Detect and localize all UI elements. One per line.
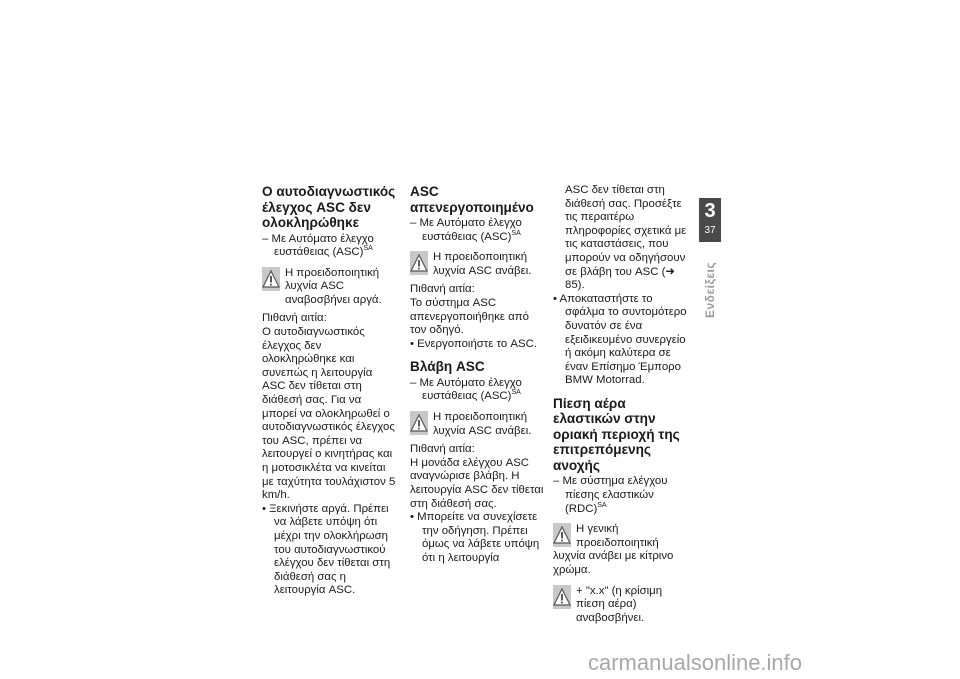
warning-block: [553, 585, 689, 626]
equipment-note: – Με Αυτόματο έλεγχο ευστάθειας (ASC)$^{SA}$: [410, 217, 522, 243]
page-number: 37: [704, 225, 716, 236]
cause-text: Η μονάδα ελέγχου ASC αναγνώρισε βλάβη. Η λειτουργία ASC δεν τίθεται στη διάθεσή σας.: [410, 456, 544, 510]
warning-triangle-icon: [410, 411, 428, 435]
warning-block: [410, 251, 546, 278]
action-bullet: • Ξεκινήστε αργά. Πρέπει να λάβετε υπόψη ότι μέχρι την ολοκλήρωση του αυτοδιαγνωστικού ελέγχου δεν τίθεται στη διάθεσή σας η λειτουργία ASC.: [262, 502, 391, 597]
warning-text: Η γενική προειδοποιητική λυχνία ανάβει με κίτρινο χρώμα.: [553, 523, 674, 576]
continued-text: ASC δεν τίθεται στη διάθεσή σας. Προσέξτε τις περαιτέρω πληροφορίες σχετικά με τις καταστάσεις, που μπορούν να οδηγήσουν σε βλάβη του ASC (➜ 85).: [565, 184, 687, 292]
warning-block: [262, 267, 398, 308]
warning-triangle-icon: [553, 523, 571, 547]
action-bullet: • Ενεργοποιήστε το ASC.: [410, 337, 537, 350]
equipment-note: – Με Αυτόματο έλεγχο ευστάθειας (ASC)$^{SA}$: [262, 232, 374, 259]
warning-block: [410, 411, 546, 438]
column-2: [410, 184, 546, 566]
section-heading-self-diagnosis: Ο αυτοδιαγνωστικός έλεγχος ASC δεν ολοκληρώθηκε: [262, 184, 396, 230]
cause-label: Πιθανή αιτία:: [262, 312, 327, 325]
cause-label: Πιθανή αιτία:: [410, 443, 475, 456]
action-bullet: • Μπορείτε να συνεχίσετε την οδήγηση. Πρέπει όμως να λάβετε υπόψη ότι η λειτουργία: [410, 511, 540, 564]
section-heading-asc-fault: Βλάβη ASC: [410, 359, 485, 375]
warning-text: Η προειδοποιητική λυχνία ASC ανάβει.: [433, 411, 532, 437]
action-bullet: • Αποκαταστήστε το σφάλμα το συντομότερο δυνατόν σε ένα εξειδικευμένο συνεργείο ή ακόμη καλύτερα σε έναν Επίσημο Έμπορο BMW Motorrad.: [553, 292, 687, 387]
cause-text: Ο αυτοδιαγνωστικός έλεγχος δεν ολοκληρώθηκε και συνεπώς η λειτουργία ASC δεν τίθεται στη διάθεσή σας. Για να μπορεί να ολοκληρωθεί ο αυτοδιαγνωστικός έλεγχος του ASC, πρέπει να λειτουργεί ο κινητήρας και η μοτοσικλέτα να κινείται με ταχύτητα τουλάχιστον 5 km/h.: [262, 326, 396, 502]
warning-triangle-icon: [262, 267, 280, 291]
warning-triangle-icon: [410, 251, 428, 275]
column-3: [553, 184, 689, 630]
section-heading-asc-disabled: ASC απενεργοποιημένο: [410, 184, 534, 215]
watermark: carmanualsonline.info: [588, 650, 803, 675]
chapter-number: 3: [704, 200, 716, 222]
section-heading-tyre-pressure: Πίεση αέρα ελαστικών στην οριακή περιοχή της επιτρεπόμενης ανοχής: [553, 395, 680, 473]
warning-block: [553, 523, 689, 577]
cause-text: Το σύστημα ASC απενεργοποιήθηκε από τον οδηγό.: [410, 296, 529, 337]
warning-text: Η προειδοποιητική λυχνία ASC ανάβει.: [433, 251, 532, 277]
equipment-note: – Με Αυτόματο έλεγχο ευστάθειας (ASC)$^{SA}$: [410, 376, 522, 403]
warning-text: + "x.x" (η κρίσιμη πίεση αέρα) αναβοσβήνει.: [576, 584, 663, 624]
warning-triangle-icon: [553, 585, 571, 609]
column-1: [262, 184, 398, 598]
warning-text: Η προειδοποιητική λυχνία ASC αναβοσβήνει αργά.: [285, 266, 382, 306]
equipment-note: – Με σύστημα ελέγχου πίεσης ελαστικών (RDC)$^{SA}$: [553, 475, 668, 515]
cause-label: Πιθανή αιτία:: [410, 283, 475, 296]
chapter-title: Ενδείξεις: [703, 261, 717, 318]
